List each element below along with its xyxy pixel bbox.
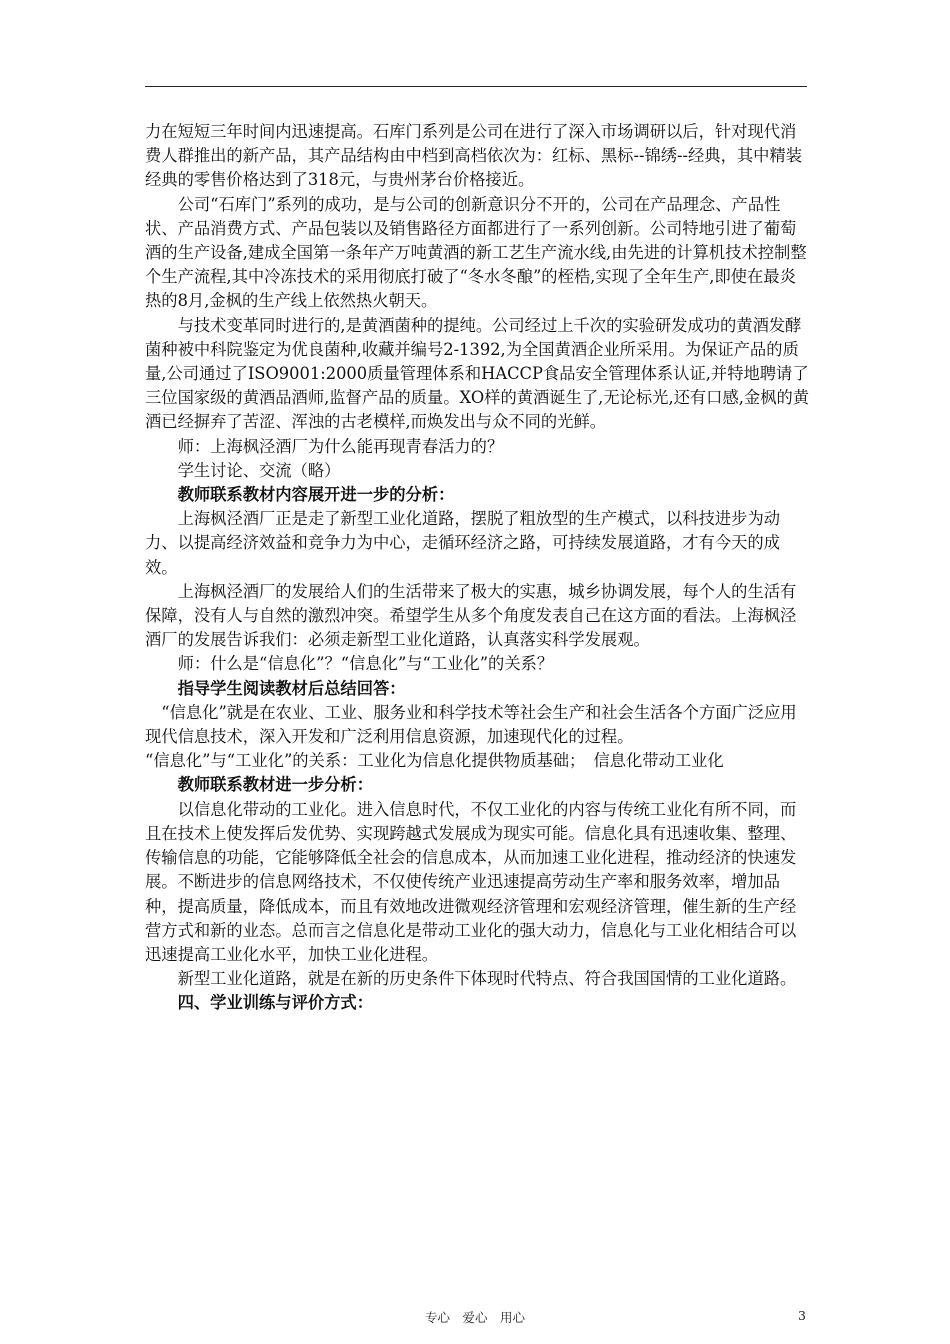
paragraph: 学生讨论、交流（略） <box>177 460 341 480</box>
paragraph: “信息化”与“工业化”的关系：工业化为信息化提供物质基础； 信息化带动工业化 <box>145 751 724 771</box>
paragraph: 力在短短三年时间内迅速提高。石库门系列是公司在进行了深入市场调研以后，针对现代消费人群推出的新产品，其产品结构由中档到高档依次为：红标、黑标--锦绣--经典，其中精装经典的零售价格达到了318元，与贵州茅台价格接近。 <box>145 122 802 190</box>
section-heading: 教师联系教材内容展开进一步的分析： <box>177 485 455 505</box>
page-number: 3 <box>798 1308 806 1323</box>
paragraph: 新型工业化道路，就是在新的历史条件下体现时代特点、符合我国国情的工业化道路。 <box>177 969 797 989</box>
paragraph: 公司“石库门”系列的成功，是与公司的创新意识分不开的，公司在产品理念、产品性状、产品消费方式、产品包装以及销售路径方面都进行了一系列创新。公司特地引进了葡萄酒的生产设备,建成全国第一条年产万吨黄酒的新工艺生产流水线,由先进的计算机技术控制整个生产流程,其中冷冻技术的采用彻底打破了“冬水冬酿”的桎梏,实现了全年生产,即使在最炎热的8月,金枫的生产线上依然热火朝天。 <box>145 194 807 311</box>
paragraph: 与技术变革同时进行的,是黄酒菌种的提纯。公司经过上千次的实验研发成功的黄酒发酵菌种被中科院鉴定为优良菌种,收藏并编号2-1392,为全国黄酒企业所采用。为保证产品的质量,公司通过了ISO9001:2000质量管理体系和HACCP食品安全管理体系认证,并特地聘请了三位国家级的黄酒品酒师,监督产品的质量。XO样的黄酒诞生了,无论标光,还有口感,金枫的黄酒已经摒弃了苦涩、浑浊的古老模样,而焕发出与众不同的光鲜。 <box>145 315 810 432</box>
paragraph: 上海枫泾酒厂的发展给人们的生活带来了极大的实惠，城乡协调发展，每个人的生活有保障，没有人与自然的激烈冲突。希望学生从多个角度发表自己在这方面的看法。上海枫泾酒厂的发展告诉我们：必须走新型工业化道路，认真落实科学发展观。 <box>145 581 797 650</box>
section-heading: 指导学生阅读教材后总结回答： <box>177 678 406 698</box>
paragraph: 师：上海枫泾酒厂为什么能再现青春活力的？ <box>177 436 504 456</box>
footer-motto: 专心 爱心 用心 <box>424 1310 525 1325</box>
paragraph: 上海枫泾酒厂正是走了新型工业化道路，摆脱了粗放型的生产模式，以科技进步为动力、以提高经济效益和竞争力为中心，走循环经济之路，可持续发展道路，才有今天的成效。 <box>145 509 781 577</box>
paragraph: “信息化”就是在农业、工业、服务业和科学技术等社会生产和社会生活各个方面广泛应用现代信息技术，深入开发和广泛利用信息资源，加速现代化的过程。 <box>145 702 797 747</box>
header-rule <box>145 86 807 87</box>
section-heading: 四、学业训练与评价方式： <box>177 993 373 1013</box>
paragraph: 以信息化带动的工业化。进入信息时代，不仅工业化的内容与传统工业化有所不同，而且在技术上使发挥后发优势、实现跨越式发展成为现实可能。信息化具有迅速收集、整理、传输信息的功能，它能够降低全社会的信息成本，从而加速工业化进程，推动经济的快速发展。不断进步的信息网络技术，不仅使传统产业迅速提高劳动生产率和服务效率，增加品种，提高质量，降低成本，而且有效地改进微观经济管理和宏观经济管理，催生新的生产经营方式和新的业态。总而言之信息化是带动工业化的强大动力，信息化与工业化相结合可以迅速提高工业化水平，加快工业化进程。 <box>145 799 797 964</box>
paragraph: 师：什么是“信息化”？“信息化”与“工业化”的关系？ <box>177 654 554 674</box>
document-body <box>145 120 810 1016</box>
section-heading: 教师联系教材进一步分析： <box>177 775 373 795</box>
